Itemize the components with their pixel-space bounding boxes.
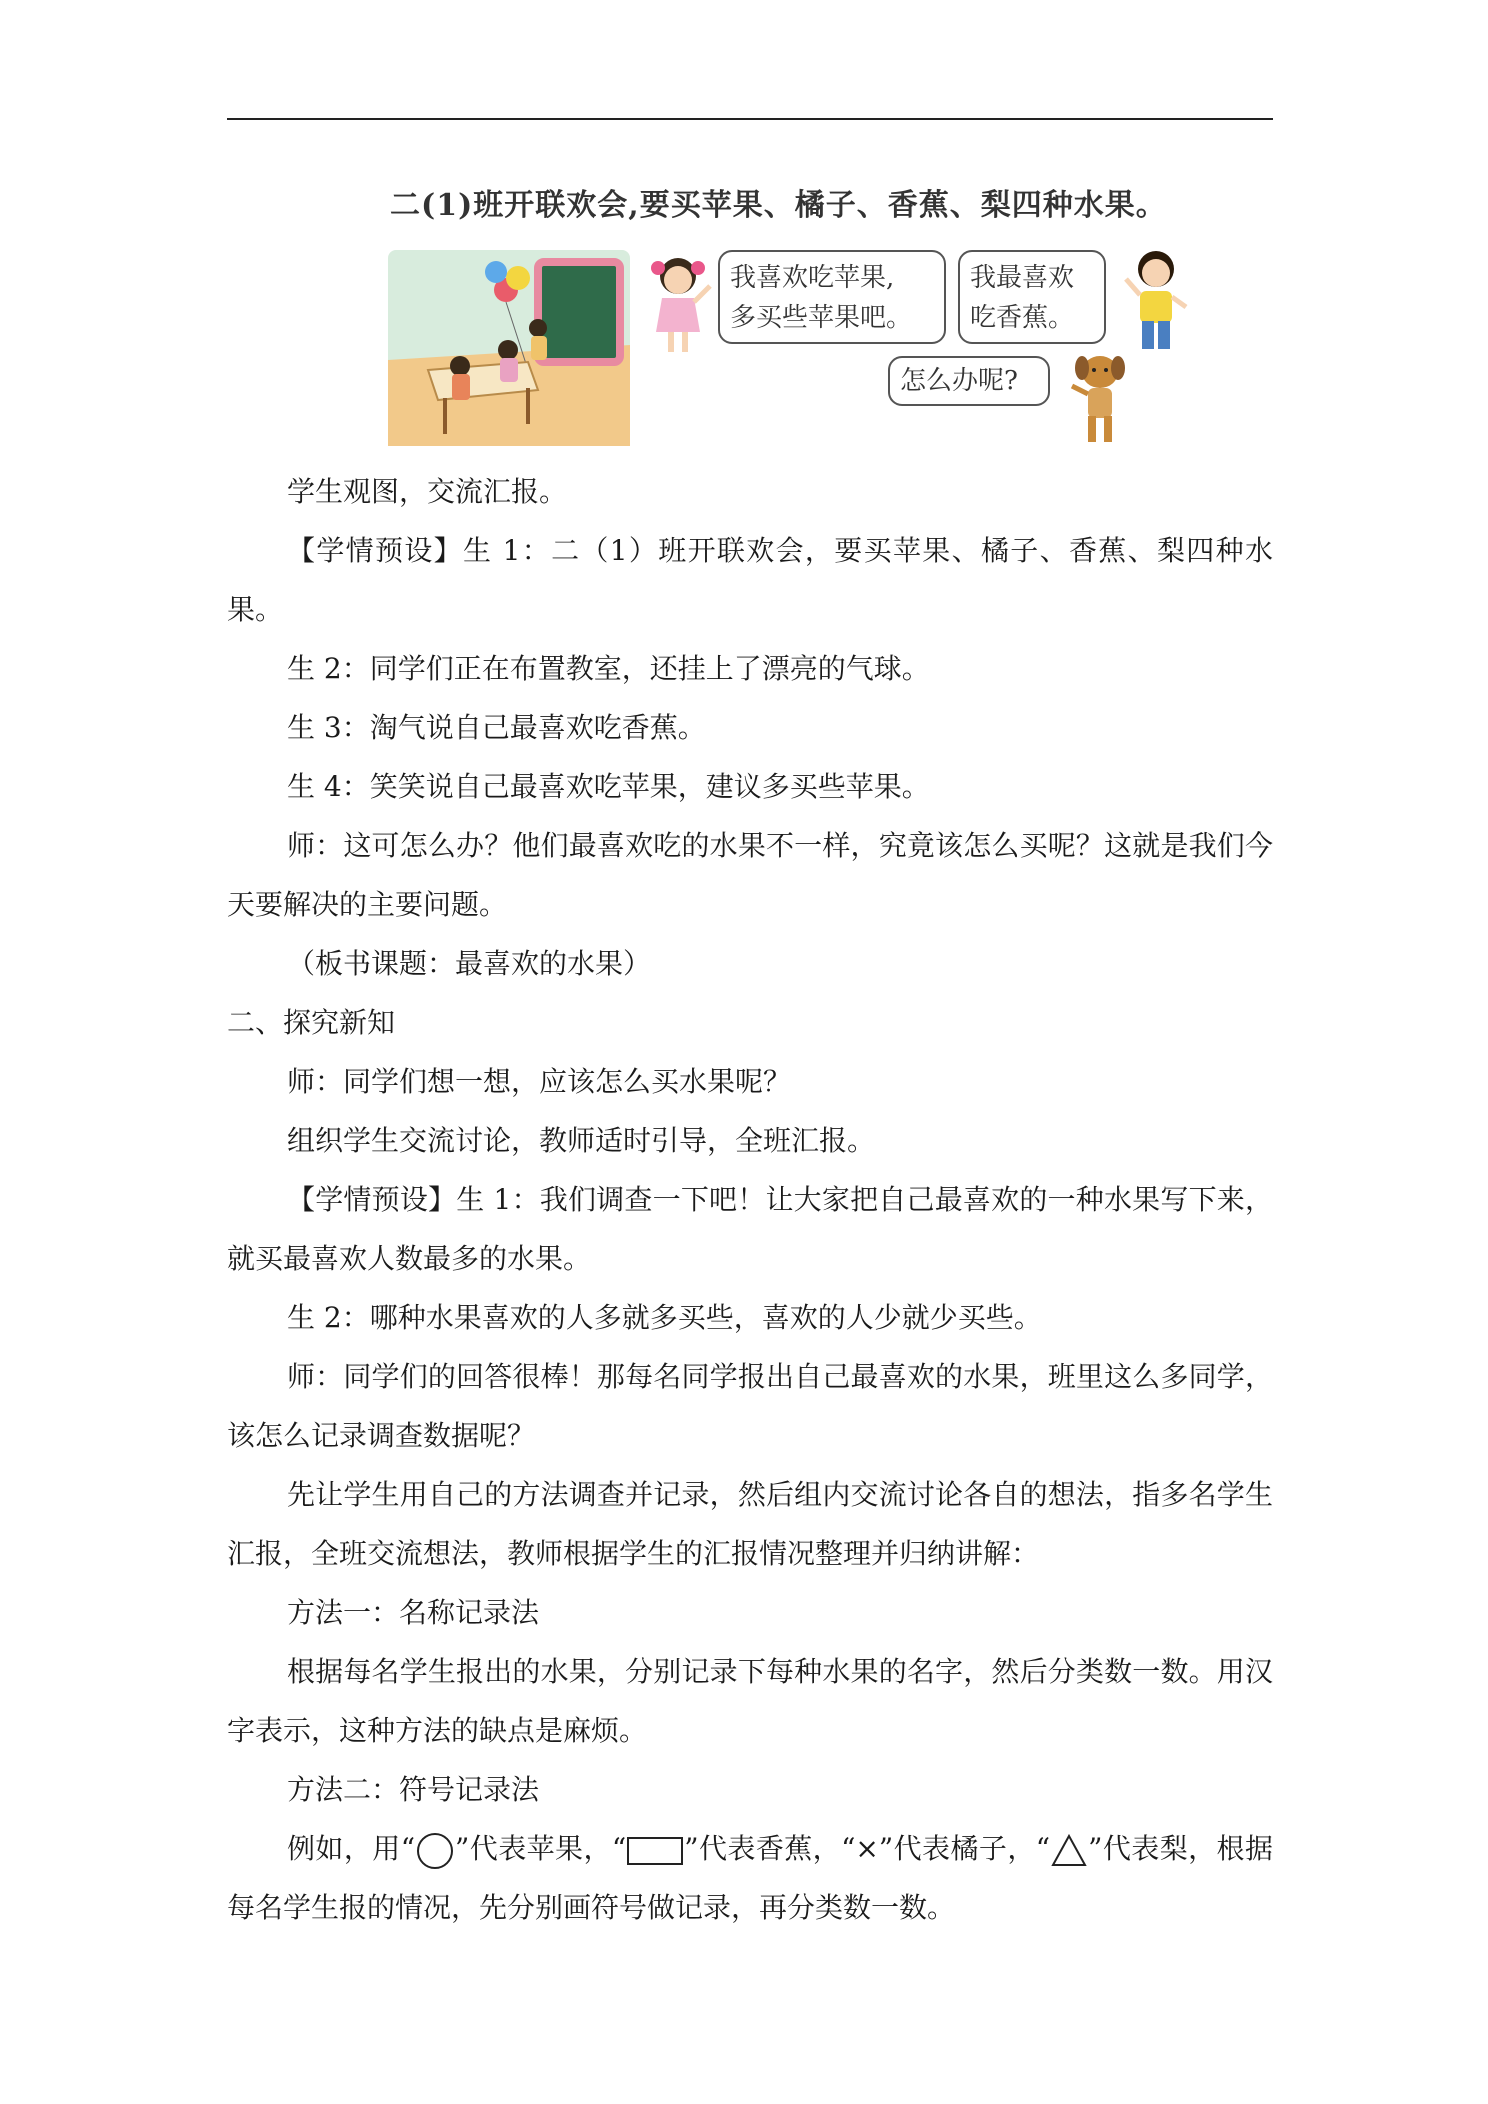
speech-bubble-xiaoxiao	[718, 250, 946, 344]
paragraph: 师：这可怎么办？他们最喜欢吃的水果不一样，究竟该怎么买呢？这就是我们今天要解决的主要问题。	[227, 829, 1273, 921]
paragraph: （板书课题：最喜欢的水果）	[287, 947, 652, 980]
speech-line: 吃香蕉。	[970, 303, 1075, 333]
paragraph: 师：同学们的回答很棒！那每名同学报出自己最喜欢的水果，班里这么多同学，该怎么记录调查数据呢？	[227, 1360, 1273, 1452]
speech-line: 我喜欢吃苹果,	[730, 263, 895, 293]
paragraph: 方法一：名称记录法	[287, 1596, 540, 1629]
text-run: ”代表梨，根据每名学生报的情况，先分别画符号做记录，再分类数一数。	[227, 1832, 1273, 1924]
paragraph: 生 2：哪种水果喜欢的人多就多买些，喜欢的人少就少买些。	[287, 1301, 1042, 1334]
classroom-scene-image	[388, 250, 630, 446]
paragraph: 【学情预设】生 1：我们调查一下吧！让大家把自己最喜欢的一种水果写下来，就买最喜欢人数最多的水果。	[227, 1183, 1273, 1275]
header-rule	[227, 118, 1273, 120]
circle-symbol-icon	[415, 1831, 455, 1871]
section-heading: 二、探究新知	[227, 1006, 396, 1039]
speech-bubble-taoqi	[958, 250, 1106, 344]
text-run: ”代表苹果，“	[455, 1832, 627, 1865]
paragraph: 方法二：符号记录法	[287, 1773, 540, 1806]
paragraph: 组织学生交流讨论，教师适时引导，全班汇报。	[287, 1124, 876, 1157]
paragraph: 生 2：同学们正在布置教室，还挂上了漂亮的气球。	[287, 652, 930, 685]
triangle-symbol-icon	[1050, 1833, 1088, 1869]
symbol-paragraph	[227, 1819, 1273, 1937]
paragraph: 生 4：笑笑说自己最喜欢吃苹果，建议多买些苹果。	[287, 770, 930, 803]
text-run: 例如，用“	[287, 1832, 416, 1865]
paragraph: 先让学生用自己的方法调查并记录，然后组内交流讨论各自的想法，指多名学生汇报，全班交流想法，教师根据学生的汇报情况整理并归纳讲解：	[227, 1478, 1273, 1570]
speech-line: 我最喜欢	[970, 263, 1075, 293]
paragraph: 学生观图，交流汇报。	[287, 475, 568, 508]
figure-caption: 二(1)班开联欢会,要买苹果、橘子、香蕉、梨四种水果。	[390, 188, 1167, 223]
paragraph: 【学情预设】生 1：二（1）班开联欢会，要买苹果、橘子、香蕉、梨四种水果。	[227, 534, 1273, 626]
rectangle-symbol-icon	[626, 1834, 684, 1868]
taoqi-boy-image	[1118, 245, 1194, 360]
xiaoxiao-girl-image	[640, 250, 716, 360]
main-text	[227, 462, 1273, 1937]
paragraph: 根据每名学生报出的水果，分别记录下每种水果的名字，然后分类数一数。用汉字表示，这种方法的缺点是麻烦。	[227, 1655, 1273, 1747]
dog-character-image	[1060, 350, 1140, 450]
speech-bubble-dog	[888, 356, 1050, 406]
speech-line: 怎么办呢?	[900, 366, 1018, 396]
paragraph: 师：同学们想一想，应该怎么买水果呢？	[287, 1065, 792, 1098]
text-run: ”代表香蕉，“×”代表橘子，“	[684, 1832, 1051, 1865]
speech-line: 多买些苹果吧。	[730, 303, 913, 333]
paragraph: 生 3：淘气说自己最喜欢吃香蕉。	[287, 711, 706, 744]
